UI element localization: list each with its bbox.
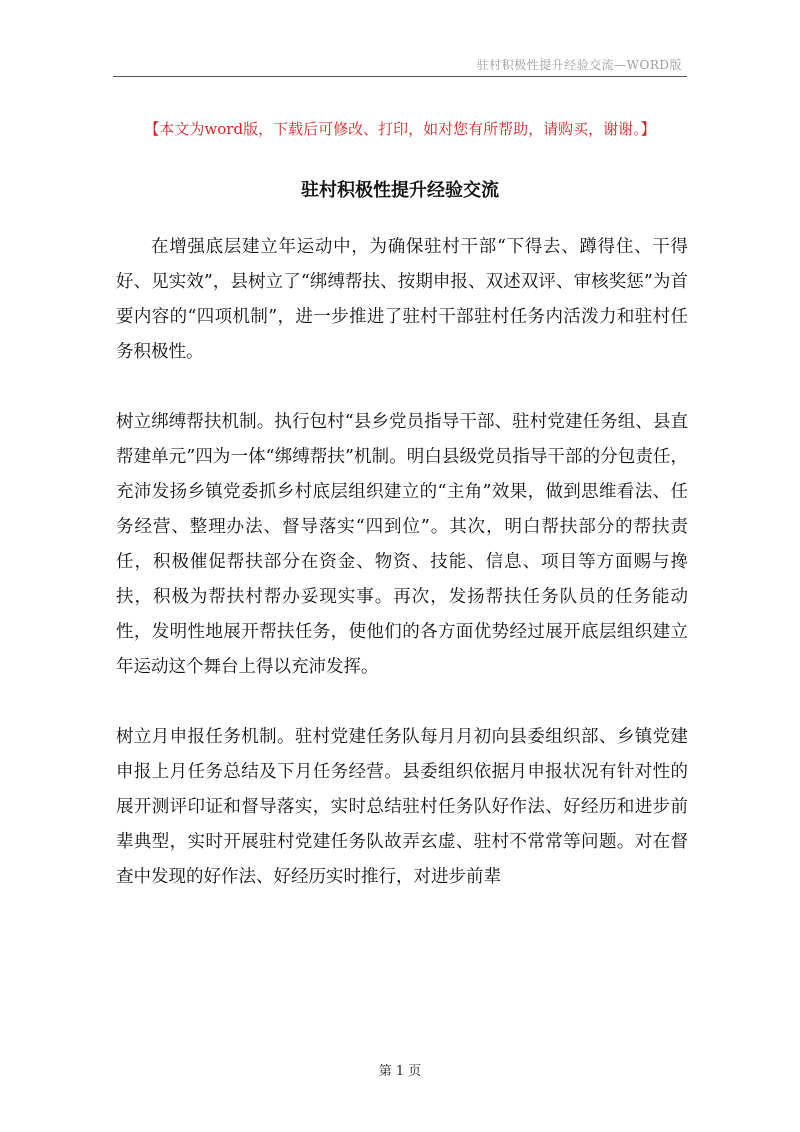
paragraph-intro: 在增强底层建立年运动中，为确保驻村干部“下得去、蹲得住、干得好、见实效”，县树立了“绑缚帮扶、按期申报、双述双评、审核奖惩”为首要内容的“四项机制”，进一步推进了驻村干部驻村任务内活泼力和驻村任务积极性。 [116, 237, 688, 362]
paragraph-binding-mechanism: 树立绑缚帮扶机制。执行包村“县乡党员指导干部、驻村党建任务组、县直帮建单元”四为一体“绑缚帮扶”机制。明白县级党员指导干部的分包责任，充沛发扬乡镇党委抓乡村底层组织建立的“主角”效果，做到思维看法、任务经营、整理办法、督导落实“四到位”。其次，明白帮扶部分的帮扶责任，积极催促帮扶部分在资金、物资、技能、信息、项目等方面赐与搀扶，积极为帮扶村帮办妥现实事。再次，发扬帮扶任务队员的任务能动性，发明性地展开帮扶任务，使他们的各方面优势经过展开底层组织建立年运动这个舞台上得以充沛发挥。 [116, 412, 688, 677]
header-divider [113, 76, 687, 77]
download-notice: 【本文为word版，下载后可修改、打印，如对您有所帮助，请购买，谢谢。】 [144, 120, 656, 138]
page-number: 第 1 页 [378, 1064, 422, 1079]
document-body [116, 230, 688, 895]
document-title: 驻村积极性提升经验交流 [301, 180, 499, 201]
paragraph-monthly-report: 树立月申报任务机制。驻村党建任务队每月月初向县委组织部、乡镇党建申报上月任务总结及下月任务经营。县委组织依据月申报状况有针对性的展开测评印证和督导落实，实时总结驻村任务队好作法、好经历和进步前辈典型，实时开展驻村党建任务队故弄玄虚、驻村不常常等问题。对在督查中发现的好作法、好经历实时推行，对进步前辈 [116, 727, 688, 887]
running-header: 驻村积极性提升经验交流—WORD版 [476, 58, 682, 72]
